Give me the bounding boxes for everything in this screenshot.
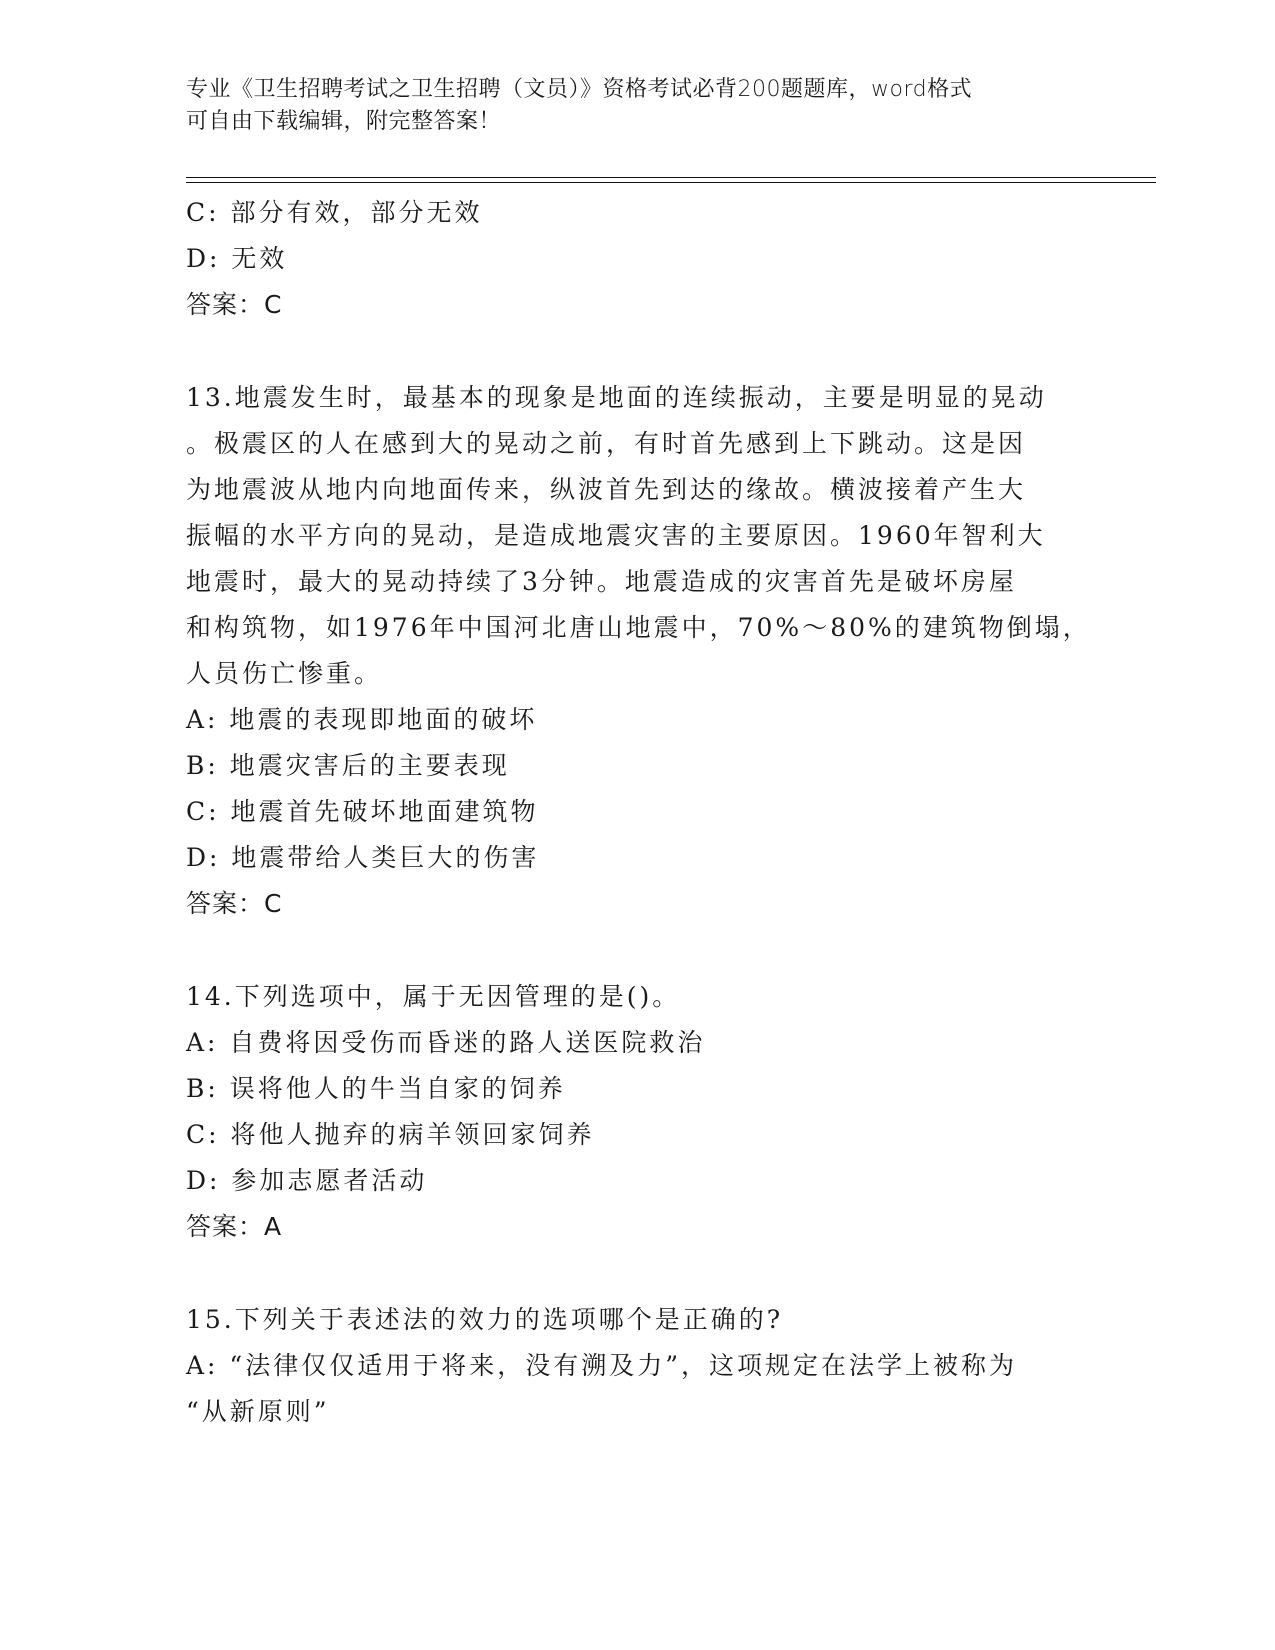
spacer [186,328,1086,375]
spacer [186,1250,1086,1297]
q15-stem: 15.下列关于表述法的效力的选项哪个是正确的? [186,1305,784,1334]
q13-stem-line: 13.地震发生时，最基本的现象是地面的连续振动，主要是明显的晃动 [186,383,1047,412]
q13-option-b: B: 地震灾害后的主要表现 [186,751,510,780]
document-header [186,74,1086,138]
q13-stem-line: 为地震波从地内向地面传来，纵波首先到达的缘故。横波接着产生大 [186,475,1027,504]
q14-option-c: C: 将他人抛弃的病羊领回家饲养 [186,1120,595,1149]
q12-option-d: D: 无效 [186,244,288,273]
q13-stem-line: 人员伤亡惨重。 [186,659,383,688]
q13-option-d: D: 地震带给人类巨大的伤害 [186,843,540,872]
q12-option-c: C: 部分有效，部分无效 [186,198,483,227]
header-rule-top [186,177,1156,178]
q13-stem-line: 振幅的水平方向的晃动，是造成地震灾害的主要原因。1960年智利大 [186,521,1046,550]
q14-option-a: A: 自费将因受伤而昏迷的路人送医院救治 [186,1028,706,1057]
q14-answer: 答案：A [186,1212,283,1241]
q12-answer: 答案：C [186,290,283,319]
q15-option-a-line-1: A: “法律仅仅适用于将来，没有溯及力”，这项规定在法学上被称为 [186,1351,1017,1380]
document-body [186,190,1091,1435]
header-rule-bottom [186,182,1156,183]
q14-option-d: D: 参加志愿者活动 [186,1166,428,1195]
spacer [186,927,1086,974]
header-line-1: 专业《卫生招聘考试之卫生招聘（文员）》资格考试必背200题题库，word格式 [186,77,973,102]
q13-option-c: C: 地震首先破坏地面建筑物 [186,797,539,826]
q13-option-a: A: 地震的表现即地面的破坏 [186,705,538,734]
q13-stem-line: 和构筑物，如1976年中国河北唐山地震中，70%～80%的建筑物倒塌， [186,613,1091,642]
q14-stem: 14.下列选项中，属于无因管理的是()。 [186,982,681,1011]
q14-option-b: B: 误将他人的牛当自家的饲养 [186,1074,566,1103]
q15-option-a-line-2: “从新原则” [186,1397,330,1426]
header-line-2: 可自由下载编辑，附完整答案！ [186,109,502,134]
q13-stem-line: 。极震区的人在感到大的晃动之前，有时首先感到上下跳动。这是因 [186,429,1027,458]
q13-stem-line: 地震时，最大的晃动持续了3分钟。地震造成的灾害首先是破坏房屋 [186,567,1017,596]
q13-answer: 答案：C [186,889,283,918]
